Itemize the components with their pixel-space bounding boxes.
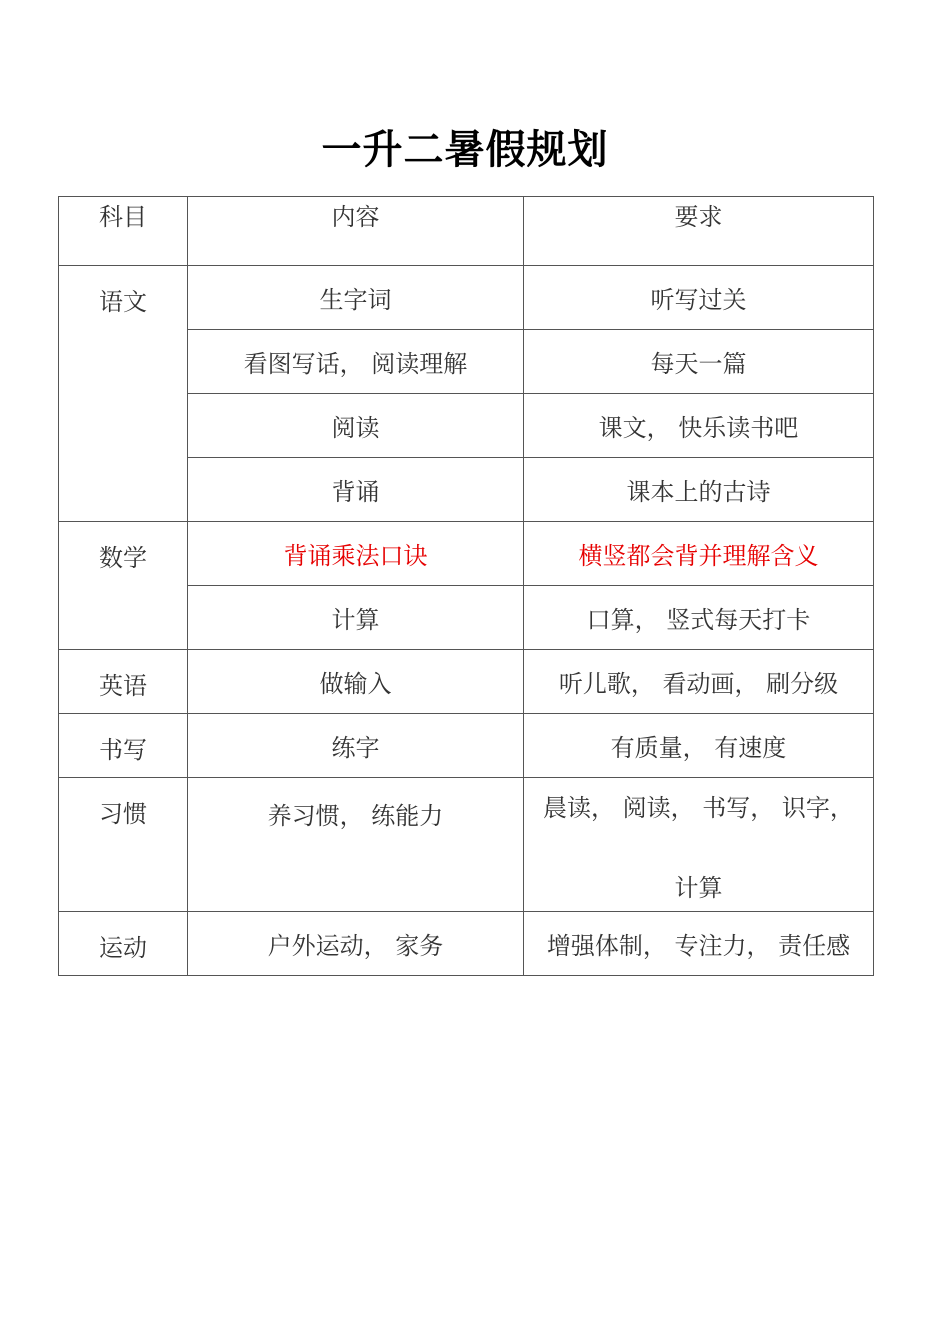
content-cell: 计算 xyxy=(188,586,524,650)
subject-cell-shuxue: 数学 xyxy=(59,522,188,650)
requirement-line-1: 晨读， 阅读， 书写， 识字， xyxy=(543,794,854,822)
content-cell: 做输入 xyxy=(188,650,524,714)
table-row xyxy=(59,714,874,778)
plan-table xyxy=(58,196,874,976)
requirement-line-2: 计算 xyxy=(674,874,723,902)
table-row xyxy=(59,650,874,714)
page-title: 一升二暑假规划 xyxy=(321,127,609,173)
requirement-cell: 听写过关 xyxy=(524,266,874,330)
subject-cell-yundong: 运动 xyxy=(59,912,188,976)
table-row xyxy=(59,778,874,912)
requirement-cell-multiline xyxy=(524,778,874,912)
requirement-cell: 听儿歌， 看动画， 刷分级 xyxy=(524,650,874,714)
content-cell: 练字 xyxy=(188,714,524,778)
requirement-cell: 每天一篇 xyxy=(524,330,874,394)
content-cell-highlight: 背诵乘法口诀 xyxy=(188,522,524,586)
requirement-cell: 增强体制， 专注力， 责任感 xyxy=(524,912,874,976)
subject-cell-xiguan: 习惯 xyxy=(59,778,188,912)
table-row xyxy=(59,522,874,586)
requirement-cell: 课文， 快乐读书吧 xyxy=(524,394,874,458)
subject-cell-shuxie: 书写 xyxy=(59,714,188,778)
table-row xyxy=(59,266,874,330)
content-cell: 养习惯， 练能力 xyxy=(188,778,524,912)
content-cell: 阅读 xyxy=(188,394,524,458)
table-header-row xyxy=(59,197,874,266)
requirement-cell: 有质量， 有速度 xyxy=(524,714,874,778)
content-cell: 户外运动， 家务 xyxy=(188,912,524,976)
table-row xyxy=(59,912,874,976)
header-subject: 科目 xyxy=(59,197,188,266)
content-cell: 看图写话， 阅读理解 xyxy=(188,330,524,394)
requirement-cell-highlight: 横竖都会背并理解含义 xyxy=(524,522,874,586)
requirement-cell: 课本上的古诗 xyxy=(524,458,874,522)
header-content: 内容 xyxy=(188,197,524,266)
content-cell: 背诵 xyxy=(188,458,524,522)
requirement-cell: 口算， 竖式每天打卡 xyxy=(524,586,874,650)
subject-cell-yingyu: 英语 xyxy=(59,650,188,714)
header-requirement: 要求 xyxy=(524,197,874,266)
content-cell: 生字词 xyxy=(188,266,524,330)
subject-cell-yuwen: 语文 xyxy=(59,266,188,522)
